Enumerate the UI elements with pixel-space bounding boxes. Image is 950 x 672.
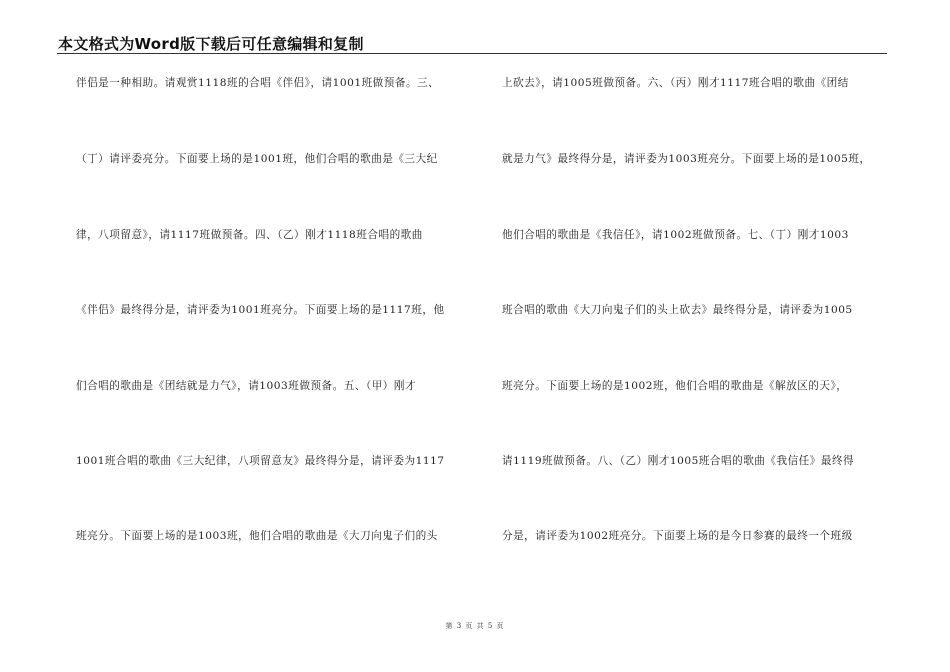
text-line: 伴侣是一种相助。请观赏1118班的合唱《伴侣》，请1001班做预备。三、 [76,77,440,89]
text-line: 1001班合唱的歌曲《三大纪律，八项留意友》最终得分是，请评委为1117 [76,455,445,467]
text-line: （丁）请评委亮分。下面要上场的是1001班，他们合唱的歌曲是《三大纪 [76,153,438,165]
text-line: 班亮分。下面要上场的是1003班，他们合唱的歌曲是《大刀向鬼子们的头 [76,530,438,542]
text-line: 就是力气》最终得分是，请评委为1003班亮分。下面要上场的是1005班， [502,153,871,165]
text-line: 请1119班做预备。八、（乙）刚才1005班合唱的歌曲《我信任》最终得 [502,455,855,467]
text-line: 班亮分。下面要上场的是1002班，他们合唱的歌曲是《解放区的天》， [502,380,848,392]
page-number-footer: 第 3 页 共 5 页 [445,622,505,630]
text-line: 们合唱的歌曲是《团结就是力气》，请1003班做预备。五、（甲）刚才 [76,380,417,392]
text-line: 《伴侣》最终得分是，请评委为1001班亮分。下面要上场的是1117班，他 [76,304,445,316]
text-line: 他们合唱的歌曲是《我信任》，请1002班做预备。七、（丁）刚才1003 [502,229,849,241]
document-header-title: 本文格式为Word版下载后可任意编辑和复制 [58,35,364,53]
text-line: 上砍去》，请1005班做预备。六、（丙）刚才1117班合唱的歌曲《团结 [502,77,849,89]
text-line: 律，八项留意》，请1117班做预备。四、（乙）刚才1118班合唱的歌曲 [76,229,423,241]
text-line: 分是，请评委为1002班亮分。下面要上场的是今日参赛的最终一个班级 [502,530,853,542]
header-divider [57,53,887,54]
text-line: 班合唱的歌曲《大刀向鬼子们的头上砍去》最终得分是，请评委为1005 [502,304,853,316]
